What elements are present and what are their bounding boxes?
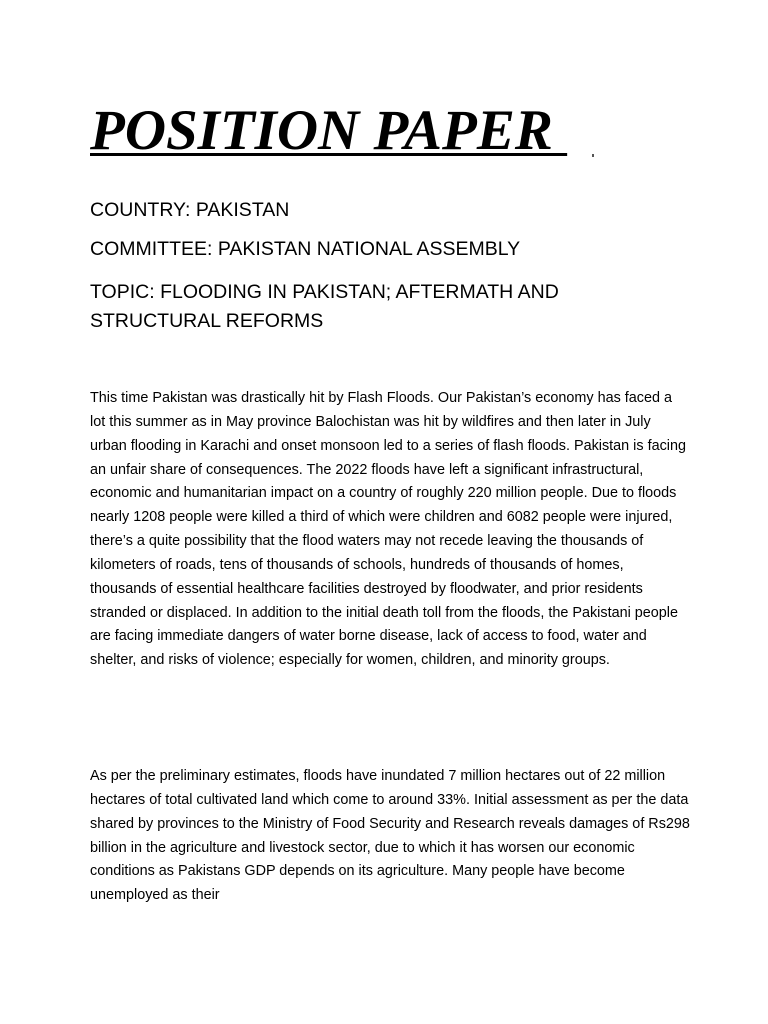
body-paragraph-2: As per the preliminary estimates, floods have inundated 7 million hectares out of 22 million hectares of total cultivated land which come to around 33%. Initial assessment as per the data shared by provinces to the Ministry of Food Security and Research reveals damages of Rs298 billion in the agriculture and livestock sector, due to which it has worsen our economic conditions as Pakistans GDP depends on its agriculture. Many people have become unemployed as their <box>90 768 690 904</box>
document-title: POSITION PAPER <box>90 99 568 162</box>
committee-line: COMMITTEE: PAKISTAN NATIONAL ASSEMBLY <box>90 238 521 260</box>
body-paragraph-1: This time Pakistan was drastically hit by Flash Floods. Our Pakistan’s economy has faced a lot this summer as in May province Balochistan was hit by wildfires and then later in July urban flooding in Karachi and onset monsoon led to a series of flash floods. Pakistan is facing an unfair share of consequences. The 2022 floods have left a significant infrastructural, economic and humanitarian impact on a country of roughly 220 million people. Due to floods nearly 1208 people were killed a third of which were children and 6082 people were injured, there’s a quite possibility that the flood waters may not recede leaving the thousands of kilometers of roads, tens of thousands of schools, hundreds of thousands of homes, thousands of essential healthcare facilities destroyed by floodwater, and prior residents stranded or displaced. In addition to the initial death toll from the floods, the Pakistani people are facing immediate dangers of water borne disease, lack of access to food, water and shelter, and risks of violence; especially for women, children, and minority groups. <box>90 390 686 669</box>
country-line: COUNTRY: PAKISTAN <box>90 199 290 221</box>
title-stray-mark <box>592 154 594 157</box>
topic-line: TOPIC: FLOODING IN PAKISTAN; AFTERMATH AND STRUCTURAL REFORMS <box>90 281 559 332</box>
